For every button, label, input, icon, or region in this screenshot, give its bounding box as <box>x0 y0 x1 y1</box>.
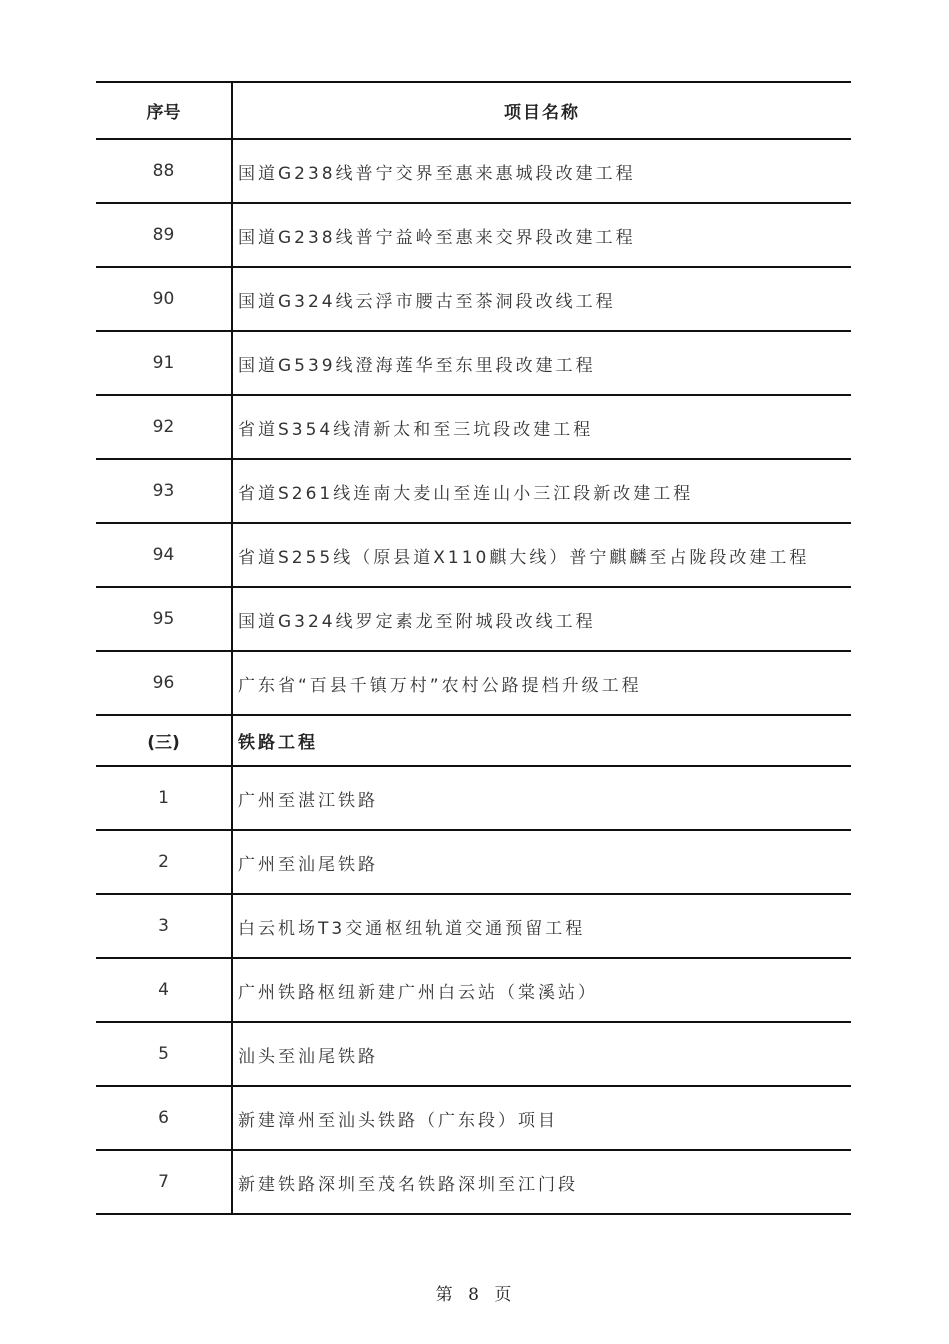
row-project-name: 国道G238线普宁交界至惠来惠城段改建工程 <box>238 163 636 184</box>
table-row <box>96 332 851 396</box>
table-row <box>96 524 851 588</box>
row-project-name: 广州铁路枢纽新建广州白云站（棠溪站） <box>238 982 598 1003</box>
table-header-row <box>96 83 851 140</box>
row-project-name: 白云机场T3交通枢纽轨道交通预留工程 <box>238 918 586 939</box>
table-row <box>96 268 851 332</box>
header-serial-number: 序号 <box>96 83 233 138</box>
row-number: 92 <box>96 396 233 458</box>
row-project-name: 省道S255线（原县道X110麒大线）普宁麒麟至占陇段改建工程 <box>238 547 810 568</box>
page-suffix: 页 <box>494 1285 514 1305</box>
table-row <box>96 1087 851 1151</box>
row-number: 2 <box>96 831 233 893</box>
table-row <box>96 140 851 204</box>
table-row <box>96 460 851 524</box>
row-project-name: 新建铁路深圳至茂名铁路深圳至江门段 <box>238 1174 578 1195</box>
row-number: 91 <box>96 332 233 394</box>
row-project-name: 广州至湛江铁路 <box>238 790 378 811</box>
row-number: 93 <box>96 460 233 522</box>
row-project-name: 国道G238线普宁益岭至惠来交界段改建工程 <box>238 227 636 248</box>
row-project-name: 汕头至汕尾铁路 <box>238 1046 378 1067</box>
row-number: 96 <box>96 652 233 714</box>
table-row <box>96 1023 851 1087</box>
row-project-name: 广东省“百县千镇万村”农村公路提档升级工程 <box>238 675 642 696</box>
row-number: 5 <box>96 1023 233 1085</box>
section-header-row <box>96 716 851 767</box>
page-prefix: 第 <box>435 1285 455 1305</box>
row-number: 94 <box>96 524 233 586</box>
row-number: 89 <box>96 204 233 266</box>
table-row <box>96 959 851 1023</box>
page-number-footer <box>0 1280 949 1305</box>
page-number: 8 <box>468 1285 481 1305</box>
row-number: 4 <box>96 959 233 1021</box>
table-row <box>96 396 851 460</box>
table-row <box>96 588 851 652</box>
row-project-name: 省道S261线连南大麦山至连山小三江段新改建工程 <box>238 483 694 504</box>
table-row <box>96 767 851 831</box>
row-number: 90 <box>96 268 233 330</box>
row-project-name: 省道S354线清新太和至三坑段改建工程 <box>238 419 594 440</box>
row-number: 3 <box>96 895 233 957</box>
row-project-name: 新建漳州至汕头铁路（广东段）项目 <box>238 1110 558 1131</box>
row-number: 7 <box>96 1151 233 1213</box>
table-row <box>96 1151 851 1215</box>
section-title: 铁路工程 <box>238 733 318 753</box>
row-number: 95 <box>96 588 233 650</box>
table-row <box>96 204 851 268</box>
table-row <box>96 831 851 895</box>
row-number: 6 <box>96 1087 233 1149</box>
row-project-name: 广州至汕尾铁路 <box>238 854 378 875</box>
project-table <box>96 81 851 1215</box>
row-project-name: 国道G324线罗定素龙至附城段改线工程 <box>238 611 596 632</box>
row-project-name: 国道G324线云浮市腰古至茶洞段改线工程 <box>238 291 616 312</box>
header-project-name: 项目名称 <box>504 103 580 123</box>
table-row <box>96 652 851 716</box>
row-number: 88 <box>96 140 233 202</box>
row-project-name: 国道G539线澄海莲华至东里段改建工程 <box>238 355 596 376</box>
table-row <box>96 895 851 959</box>
section-number: (三) <box>96 716 233 765</box>
row-number: 1 <box>96 767 233 829</box>
